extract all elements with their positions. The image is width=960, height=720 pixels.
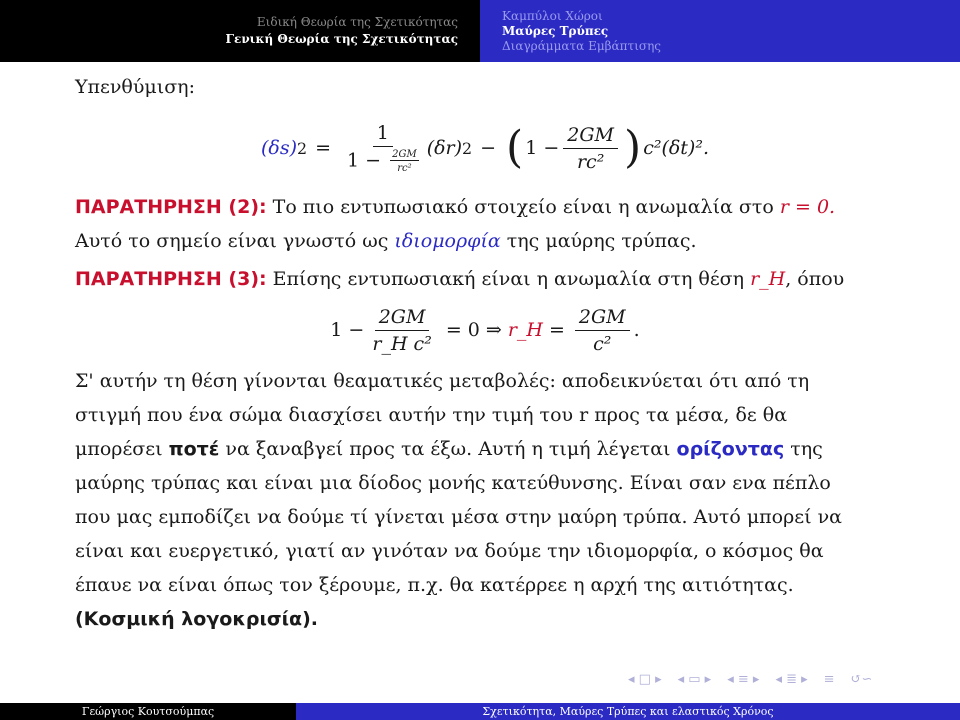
header-section-nav: [0, 0, 480, 62]
eq1-paren-prefix: 1 −: [525, 137, 560, 159]
eq1-paren-den: rc²: [576, 150, 605, 173]
header-subsection-item-embedding[interactable]: Διαγράμματα Εμβάπτισης: [502, 38, 661, 53]
nav-frame-icon[interactable]: ◂ □ ▸: [628, 672, 662, 687]
eq2-lead: 1 −: [330, 319, 365, 341]
eq1-fraction: [343, 122, 423, 174]
remark3-tail: , όπου: [785, 268, 845, 290]
para-line-3: [75, 432, 895, 466]
remark3-label: ΠΑΡΑΤΗΡΗΣΗ (3):: [75, 268, 267, 290]
closing-line: (Κοσμική λογοκρισία).: [75, 608, 319, 630]
nav-subsection-icon[interactable]: ◂ ▭ ▸: [677, 672, 712, 687]
eq1-tail: c²(δt)².: [643, 137, 710, 159]
para3-bold: ποτέ: [168, 438, 220, 460]
remark3-line: [75, 262, 895, 296]
eq1-small-num: 2GM: [392, 149, 417, 160]
para3-a: μπορέσει: [75, 438, 169, 460]
eq2-f1-den: r_H c²: [372, 332, 432, 355]
eq1-frac-den-prefix: 1 −: [346, 149, 382, 172]
eq1-frac-num: 1: [373, 122, 393, 147]
nav-section-icon[interactable]: ◂ ≡ ▸: [727, 672, 760, 687]
para-line-6: είναι και ευεργετικό, γιατί αν γινόταν να δούμε την ιδιομορφία, ο κόσμος θα: [75, 540, 824, 562]
remark2-line2: [75, 224, 895, 258]
eq1-lhs-sup: 2: [296, 138, 308, 158]
para-line-5: που μας εμποδίζει να δούμε τί γίνεται μέσα στην μαύρη τρύπα. Αυτό μπορεί να: [75, 506, 842, 528]
footer-title: Σχετικότητα, Μαύρες Τρύπες και ελαστικός Χρόνος: [296, 703, 960, 720]
eq2-fraction-2: [575, 306, 630, 355]
eq1-equals: =: [315, 137, 331, 159]
eq1-rparen: ): [624, 122, 642, 173]
header-subsection-nav: [480, 0, 960, 62]
eq2-f1-num: 2GM: [375, 306, 430, 331]
beamer-header: [0, 0, 960, 62]
eq2-f2-den: c²: [593, 332, 612, 355]
nav-appendix-icon[interactable]: ≡: [823, 672, 835, 687]
remark2-text: Το πιο εντυπωσιακό στοιχείο είναι η ανωμαλία στο: [266, 196, 780, 218]
remark2-line2-b: της μαύρης τρύπας.: [500, 230, 697, 252]
para-line-4: μαύρης τρύπας και είναι μια δίοδος μονής κατεύθυνσης. Είναι σαν ενα πέπλο: [75, 472, 831, 494]
eq1-frac-den: [343, 147, 423, 174]
beamer-navigation: [628, 672, 872, 687]
remark3-math: r_H: [750, 268, 786, 290]
slide-content: [75, 70, 895, 636]
eq1-minus: −: [480, 137, 497, 159]
horizon-equation: [75, 296, 895, 364]
eq1-lhs: (δs): [260, 137, 297, 159]
para-line-2: στιγμή που ένα σώμα διασχίσει αυτήν την τιμή του r προς τα μέσα, δε θα: [75, 404, 788, 426]
remark2-line2-em: ιδιομορφία: [394, 230, 501, 252]
beamer-footer: [0, 703, 960, 720]
eq2-f2-num: 2GM: [575, 306, 630, 331]
footer-author: Γεώργιος Κουτσούμπας: [0, 703, 296, 720]
reminder-heading: Υπενθύμιση:: [75, 76, 195, 98]
header-section-item-general[interactable]: Γενική Θεωρία της Σχετικότητας: [225, 32, 458, 46]
eq2-fraction-1: [368, 306, 435, 355]
nav-presentation-icon[interactable]: ◂ ≣ ▸: [775, 672, 808, 687]
eq2-end: .: [633, 319, 640, 341]
eq1-dr: (δr): [426, 137, 463, 159]
eq1-paren-fraction: [563, 124, 618, 173]
eq1-small-den: rc²: [397, 163, 412, 174]
header-subsection-item-curved[interactable]: Καμπύλοι Χώροι: [502, 8, 603, 23]
para-line-7: έπαυε να είναι όπως τον ξέρουμε, π.χ. θα κατέρρεε η αρχή της αιτιότητας.: [75, 574, 794, 596]
eq1-dr-sup: 2: [462, 138, 473, 158]
eq1-lparen: (: [506, 122, 524, 173]
nav-search-icon[interactable]: ↺∽: [850, 672, 873, 687]
remark2-math: r = 0.: [779, 196, 836, 218]
remark3-text: Επίσης εντυπωσιακή είναι η ανωμαλία στη θέση: [266, 268, 751, 290]
eq2-mid: = 0 ⇒: [445, 319, 502, 341]
header-section-item-special[interactable]: Ειδική Θεωρία της Σχετικότητας: [256, 15, 458, 29]
remark2-label: ΠΑΡΑΤΗΡΗΣΗ (2):: [75, 196, 267, 218]
remark2-line1: [75, 190, 895, 224]
metric-equation: [75, 110, 895, 186]
eq1-paren-num: 2GM: [563, 124, 618, 149]
eq1-small-frac: [390, 149, 419, 174]
para-line-1: Σ' αυτήν τη θέση γίνονται θεαματικές μεταβολές: αποδεικνύεται ότι από τη: [75, 370, 810, 392]
eq2-rh: r_H: [507, 319, 543, 341]
header-subsection-item-blackholes[interactable]: Μαύρες Τρύπες: [502, 23, 609, 38]
eq2-eq: =: [548, 319, 565, 341]
para3-horizon-term: ορίζοντας: [676, 438, 785, 460]
para3-b: να ξαναβγεί προς τα έξω. Αυτή η τιμή λέγεται: [219, 438, 677, 460]
remark2-line2-a: Αυτό το σημείο είναι γνωστό ως: [75, 230, 395, 252]
para3-c: της: [784, 438, 823, 460]
